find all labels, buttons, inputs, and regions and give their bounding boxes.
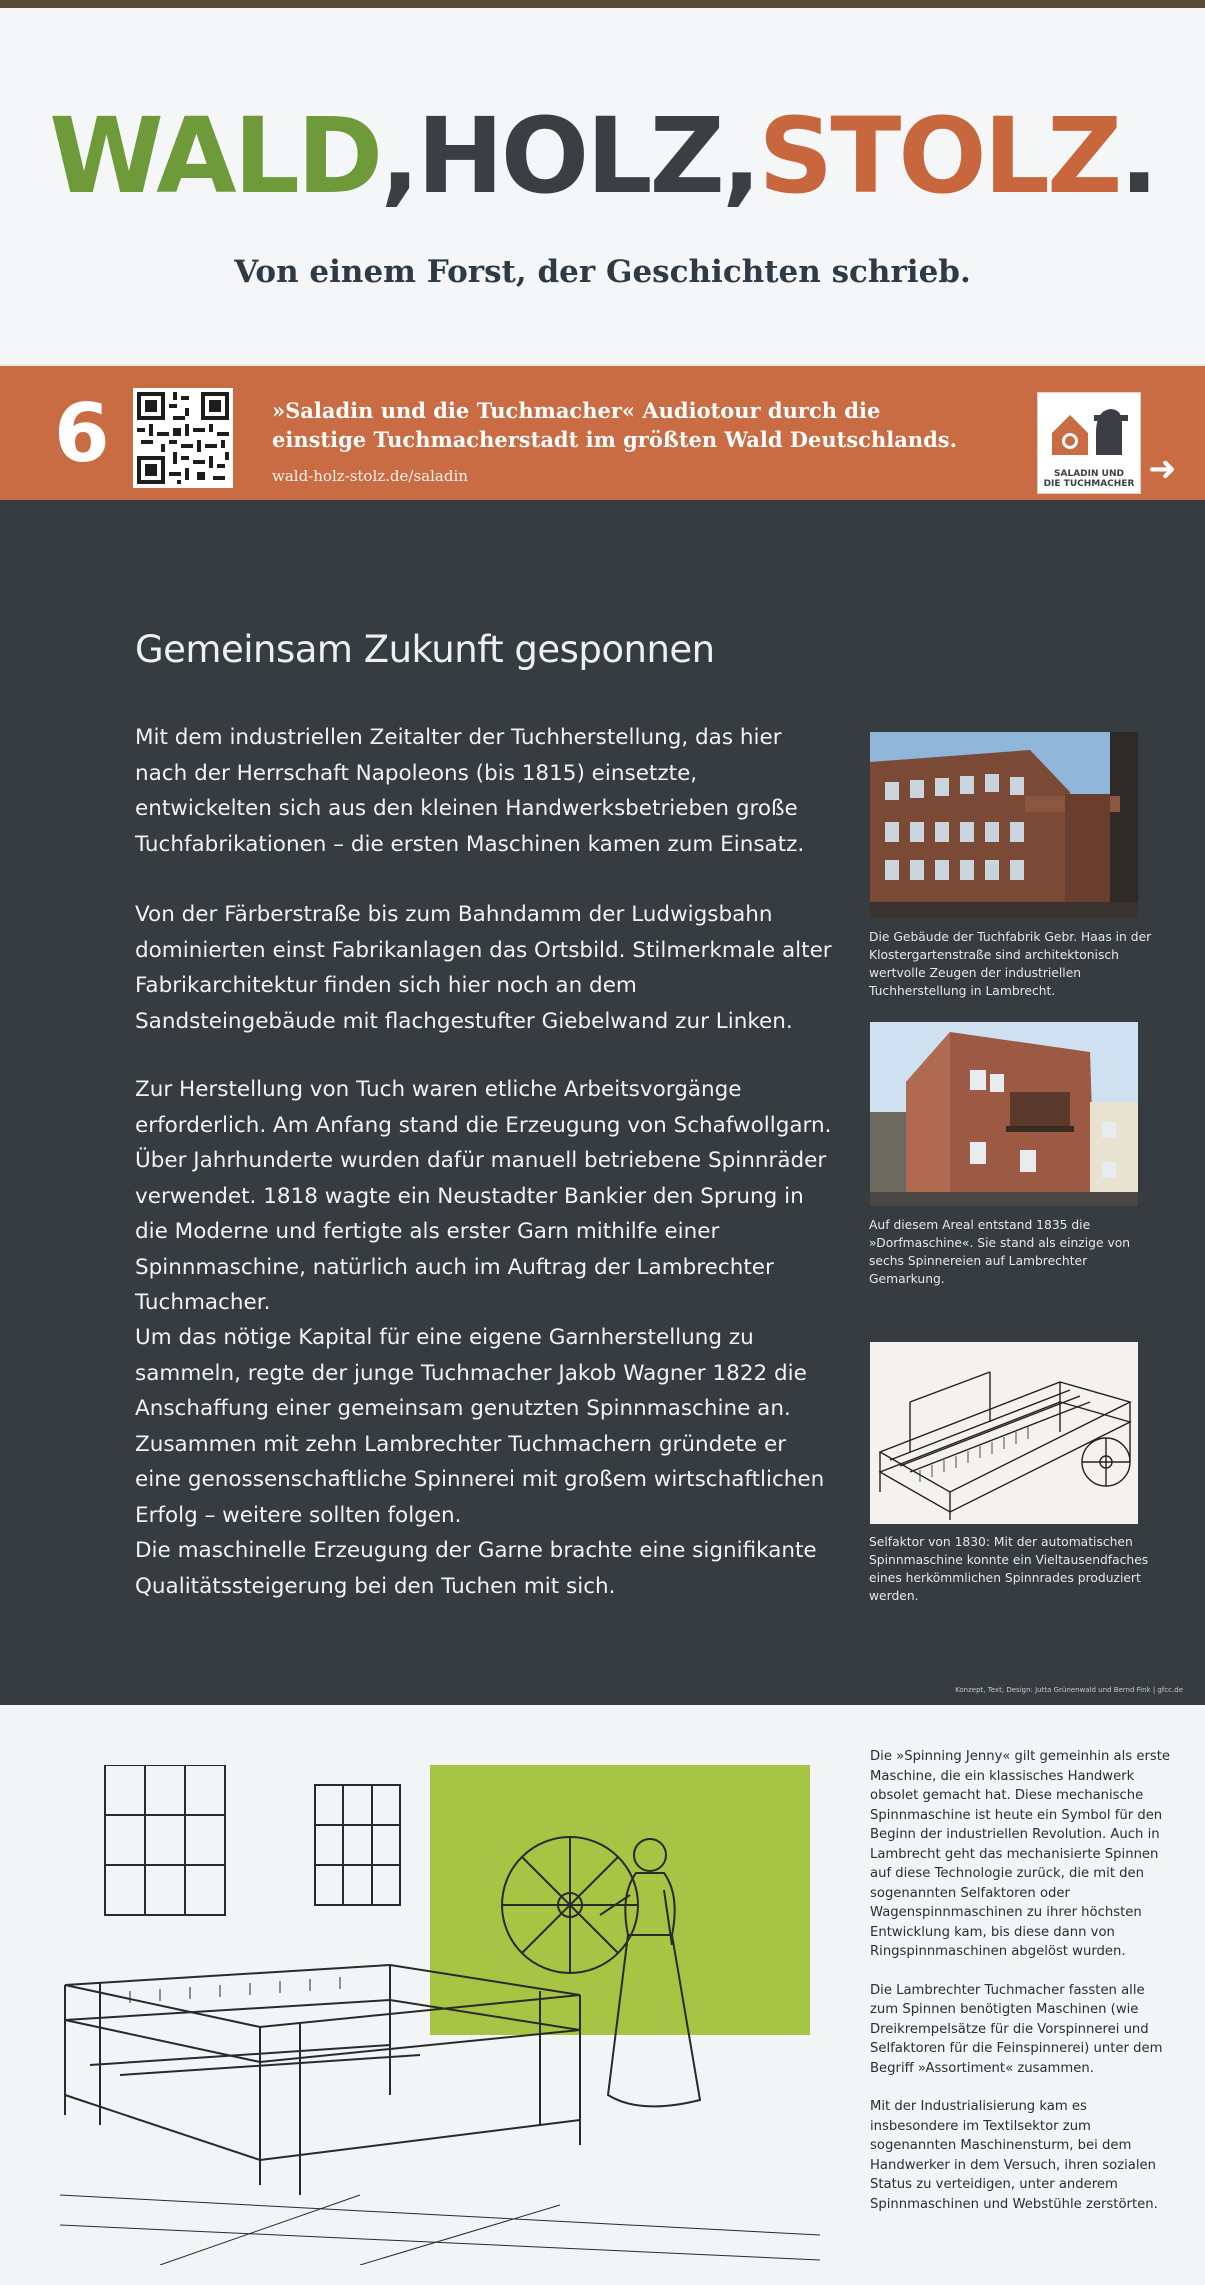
selfaktor-engraving-image	[870, 1342, 1138, 1524]
info-paragraph-1: Die »Spinning Jenny« gilt gemeinhin als erste Maschine, die ein klassisches Handwerk obsolet gemacht hat. Diese mechanische Spinnmaschine ist heute ein Symbol für den Beginn der industriellen Revolution. Auch in Lambrecht geht das mechanisierte Spinnen auf diese Technologie zurück, die mit den sogenannten Selfaktoren oder Wagenspinnmaschinen zu ihrer höchsten Entwicklung kam, bis diese dann von Ringspinnmaschinen abgelöst wurden.	[870, 1749, 1171, 1959]
qr-code-graphic	[133, 388, 233, 488]
spinning-jenny-illustration	[60, 1765, 820, 2265]
logo-line-2: DIE TUCHMACHER	[1043, 479, 1135, 489]
factory-photo	[870, 732, 1138, 918]
spinning-jenny-text	[870, 1747, 1175, 2233]
selfaktor-caption: Selfaktor von 1830: Mit der automatischen Spinnmaschine konnte ein Vieltausendfaches eines herkömmlichen Spinnrades produziert werden.	[869, 1535, 1149, 1603]
info-paragraph-3: Mit der Industrialisierung kam es insbesondere im Textilsektor zum sogenannten Maschinensturm, bei dem Handwerker in dem Versuch, ihren sozialen Status zu verteidigen, unter anderem Spinnmaschinen und Webstühle zerstörten.	[870, 2099, 1158, 2212]
audiotour-url[interactable]: wald-holz-stolz.de/saladin	[272, 467, 468, 485]
spinning-jenny-section	[0, 1705, 1205, 2285]
factory-caption: Die Gebäude der Tuchfabrik Gebr. Haas in der Klostergartenstraße sind architektonisch wertvolle Zeugen der industriellen Tuchherstellung in Lambrecht.	[869, 930, 1152, 998]
title-comma-1: ,	[380, 95, 417, 217]
audiotour-line-2: einstige Tuchmacherstadt im größten Wald Deutschlands.	[272, 427, 957, 452]
arrow-right-icon: ➜	[1148, 449, 1177, 489]
section-heading: Gemeinsam Zukunft gesponnen	[135, 628, 715, 671]
saladin-logo-icon	[1038, 393, 1140, 463]
credits: Konzept, Text, Design: Jutta Grünenwald und Bernd Fink | gfcc.de	[955, 1686, 1183, 1694]
audiotour-line-1: »Saladin und die Tuchmacher« Audiotour durch die	[272, 398, 881, 423]
station-number: 6	[54, 387, 110, 480]
dorfmaschine-caption: Auf diesem Areal entstand 1835 die »Dorfmaschine«. Sie stand als einzige von sechs Spinnereien auf Lambrechter Gemarkung.	[869, 1218, 1131, 1286]
title-word-wald: WALD	[49, 95, 381, 217]
saladin-logo-text	[1042, 469, 1136, 489]
title-word-stolz: STOLZ	[758, 95, 1120, 217]
qr-code[interactable]	[133, 388, 233, 488]
audiotour-description	[272, 396, 972, 454]
paragraph-2: Von der Färberstraße bis zum Bahndamm der Ludwigsbahn dominierten einst Fabrikanlagen das Ortsbild. Stilmerkmale alter Fabrikarchitektur finden sich hier noch an dem Sandsteingebäude mit flachgestufter Giebelwand zur Linken.	[135, 902, 832, 1034]
board-title	[0, 96, 1205, 216]
saladin-logo	[1037, 392, 1141, 494]
paragraph-3: Zur Herstellung von Tuch waren etliche Arbeitsvorgänge erforderlich. Am Anfang stand die Erzeugung von Schafwollgarn. Über Jahrhunderte wurden dafür manuell betriebene Spinnräder verwendet. 1818 wagte ein Neustadter Bankier den Sprung in die Moderne und fertigte als erster Garn mithilfe einer Spinnmaschine, natürlich auch im Auftrag der Lambrechter Tuchmacher.	[135, 1077, 832, 1315]
title-comma-2: ,	[721, 95, 759, 217]
paragraph-1: Mit dem industriellen Zeitalter der Tuchherstellung, das hier nach der Herrschaft Napoleons (bis 1815) einsetzte, entwickelten sich aus den kleinen Handwerksbetrieben große Tuchfabrikationen – die ersten Maschinen kamen zum Einsatz.	[135, 725, 805, 857]
factory-photo-image	[870, 732, 1138, 918]
board-header	[0, 8, 1205, 364]
selfaktor-engraving	[870, 1342, 1138, 1524]
info-board	[0, 8, 1205, 2285]
paragraph-5: Die maschinelle Erzeugung der Garne brachte eine signifikante Qualitätssteigerung bei den Tuchen mit sich.	[135, 1538, 817, 1599]
dorfmaschine-photo	[870, 1022, 1138, 1206]
logo-line-1: SALADIN UND	[1054, 469, 1124, 479]
title-word-holz: HOLZ	[416, 95, 722, 217]
title-period: .	[1119, 95, 1156, 217]
dorfmaschine-photo-image	[870, 1022, 1138, 1206]
main-panel	[0, 500, 1205, 1705]
audiotour-band	[0, 366, 1205, 500]
info-paragraph-2: Die Lambrechter Tuchmacher fassten alle zum Spinnen benötigten Maschinen (wie Dreikrempelsätze für die Vorspinnerei und Selfaktoren für die Feinspinnerei) unter dem Begriff »Assortiment« zusammen.	[870, 1982, 1163, 2076]
paragraph-4: Um das nötige Kapital für eine eigene Garnherstellung zu sammeln, regte der junge Tuchmacher Jakob Wagner 1822 die Anschaffung einer gemeinsam genutzten Spinnmaschine an. Zusammen mit zehn Lambrechter Tuchmachern gründete er eine genossenschaftliche Spinnerei mit großem wirtschaftlichen Erfolg – weitere sollten folgen.	[135, 1325, 825, 1528]
board-subtitle: Von einem Forst, der Geschichten schrieb.	[234, 254, 971, 290]
